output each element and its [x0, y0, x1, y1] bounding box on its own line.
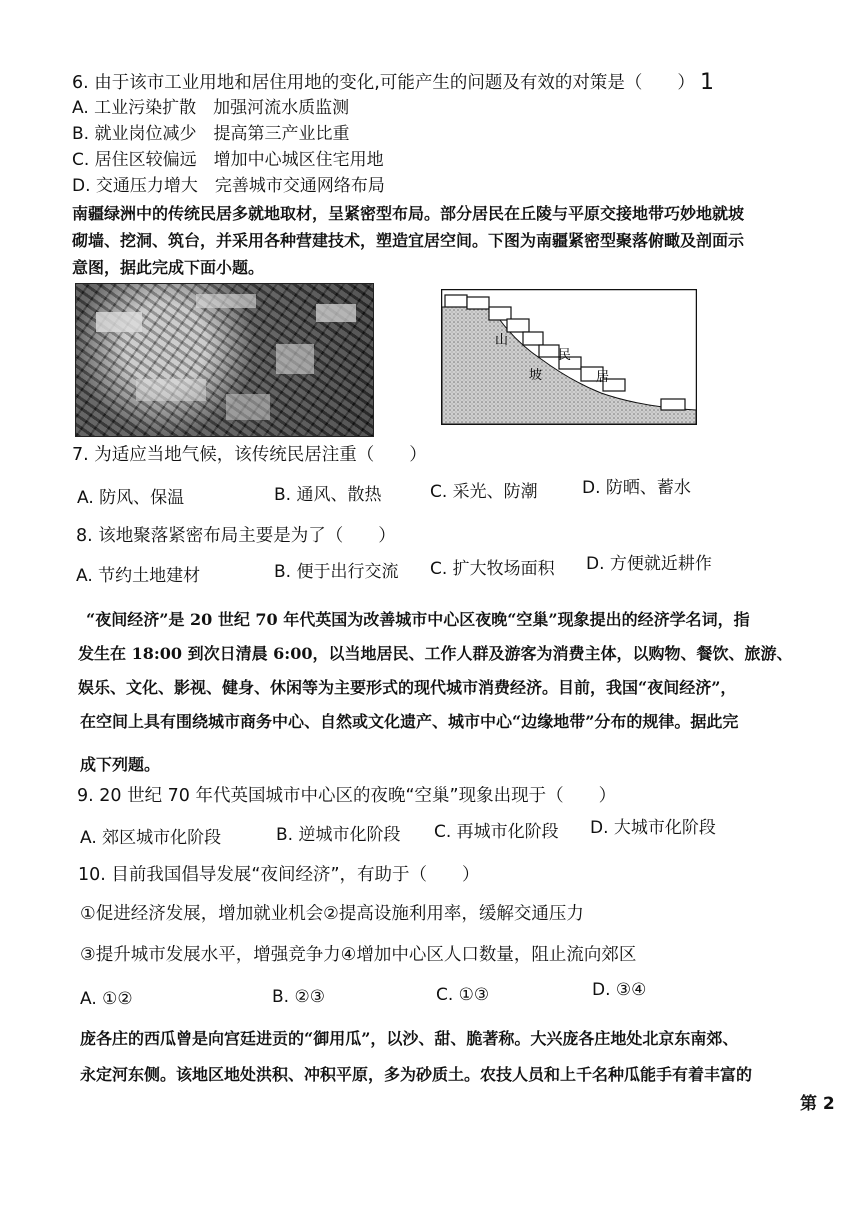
q7-option-d: D. 防晒、蓄水 [582, 478, 691, 498]
q9-option-d: D. 大城市化阶段 [590, 818, 716, 838]
pen-mark: 1 [700, 70, 714, 95]
q9-option-c: C. 再城市化阶段 [434, 822, 559, 842]
q7-option-a: A. 防风、保温 [77, 488, 185, 508]
q6-option-c: C. 居住区较偏远 增加中心城区住宅用地 [72, 150, 384, 170]
q7-option-c: C. 采光、防潮 [430, 482, 538, 502]
passage2-line-2: 发生在 18:00 到次日清晨 6:00，以当地居民、工作人群及游客为消费主体，以购物、餐饮、旅游、 [78, 644, 793, 663]
label-slope-1: 山 [495, 333, 509, 348]
passage1-line-2: 砌墙、挖洞、筑台，并采用各种营建技术，塑造宜居空间。下图为南疆紧密型聚落俯瞰及剖面示 [72, 231, 745, 250]
label-slope-2: 坡 [529, 368, 543, 383]
q10-option-d: D. ③④ [592, 980, 647, 1000]
q7-stem: 7. 为适应当地气候，该传统民居注重（ ） [72, 445, 427, 465]
passage2-line-1: “夜间经济”是 20 世纪 70 年代英国为改善城市中心区夜晚“空巢”现象提出的经济学名词，指 [86, 610, 750, 629]
q10-stem: 10. 目前我国倡导发展“夜间经济”，有助于（ ） [78, 865, 480, 885]
q6-option-d: D. 交通压力增大 完善城市交通网络布局 [72, 176, 385, 196]
settlement-aerial-photo [75, 283, 374, 437]
q10-option-c: C. ①③ [436, 985, 490, 1005]
q7-option-b: B. 通风、散热 [274, 485, 382, 505]
q9-option-a: A. 郊区城市化阶段 [80, 828, 222, 848]
q10-statements-line-2: ③提升城市发展水平，增强竞争力④增加中心区人口数量，阻止流向郊区 [80, 945, 637, 965]
q10-option-b: B. ②③ [272, 987, 325, 1007]
q10-option-a: A. ①② [80, 989, 133, 1009]
passage2-line-5: 成下列题。 [80, 755, 161, 774]
q8-option-a: A. 节约土地建材 [76, 566, 201, 586]
q6-option-b: B. 就业岗位减少 提高第三产业比重 [72, 124, 350, 144]
passage2-line-3: 娱乐、文化、影视、健身、休闲等为主要形式的现代城市消费经济。目前，我国“夜间经济”， [78, 678, 737, 697]
passage2-line-4: 在空间上具有围绕城市商务中心、自然或文化遗产、城市中心“边缘地带”分布的规律。据此完 [80, 712, 739, 731]
q8-option-d: D. 方便就近耕作 [586, 554, 712, 574]
passage3-line-2: 永定河东侧。该地区地处洪积、冲积平原，多为砂质土。农技人员和上千名种瓜能手有着丰富的 [80, 1065, 753, 1084]
q8-stem: 8. 该地聚落紧密布局主要是为了（ ） [76, 526, 396, 546]
passage1-line-3: 意图，据此完成下面小题。 [72, 258, 265, 277]
label-house-2: 居 [596, 370, 610, 385]
label-house-1: 民 [558, 348, 572, 363]
settlement-cross-section-diagram [441, 289, 697, 425]
q6-option-a: A. 工业污染扩散 加强河流水质监测 [72, 98, 350, 118]
passage3-line-1: 庞各庄的西瓜曾是向宫廷进贡的“御用瓜”，以沙、甜、脆著称。大兴庞各庄地处北京东南郊、 [80, 1029, 739, 1048]
passage1-line-1: 南疆绿洲中的传统民居多就地取材，呈紧密型布局。部分居民在丘陵与平原交接地带巧妙地就坡 [72, 204, 745, 223]
q8-option-b: B. 便于出行交流 [274, 562, 399, 582]
q6-stem: 6. 由于该市工业用地和居住用地的变化,可能产生的问题及有效的对策是（ ） [72, 73, 695, 93]
q9-option-b: B. 逆城市化阶段 [276, 825, 401, 845]
q9-stem: 9. 20 世纪 70 年代英国城市中心区的夜晚“空巢”现象出现于（ ） [77, 786, 617, 806]
q10-statements-line-1: ①促进经济发展，增加就业机会②提高设施利用率，缓解交通压力 [80, 904, 584, 924]
q8-option-c: C. 扩大牧场面积 [430, 559, 555, 579]
page-number: 第 2 [800, 1094, 835, 1114]
